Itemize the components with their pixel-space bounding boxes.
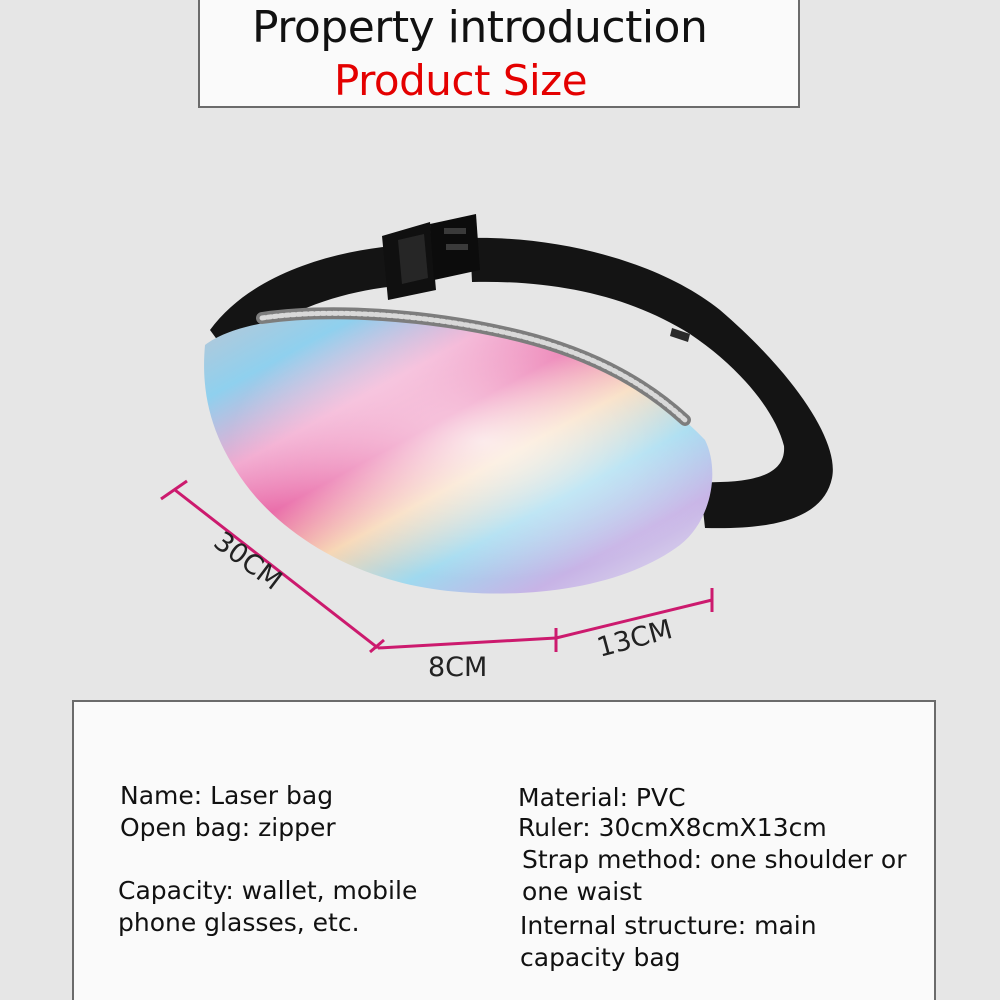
product-illustration	[0, 110, 1000, 690]
dimension-height-label: 13CM	[593, 614, 676, 664]
buckle	[382, 214, 480, 300]
spec-internal-line2: capacity bag	[520, 943, 681, 972]
title-box	[198, 0, 800, 108]
spec-strap-line1: Strap method: one shoulder or	[522, 845, 907, 874]
dimension-length-label: 30CM	[207, 525, 288, 597]
spec-capacity-line2: phone glasses, etc.	[118, 908, 360, 937]
specs-box	[72, 700, 936, 1000]
spec-strap-line2: one waist	[522, 877, 643, 906]
bag-body	[204, 313, 712, 593]
dimension-depth-label: 8CM	[428, 652, 488, 683]
spec-internal-line1: Internal structure: main	[520, 911, 817, 940]
spec-name: Name: Laser bag	[120, 781, 334, 810]
spec-ruler: Ruler: 30cmX8cmX13cm	[518, 813, 827, 842]
page-title: Property introduction	[252, 2, 708, 53]
spec-capacity-line1: Capacity: wallet, mobile	[118, 876, 418, 905]
spec-open-bag: Open bag: zipper	[120, 813, 336, 842]
page-subtitle: Product Size	[334, 56, 588, 105]
spec-material: Material: PVC	[518, 783, 686, 812]
